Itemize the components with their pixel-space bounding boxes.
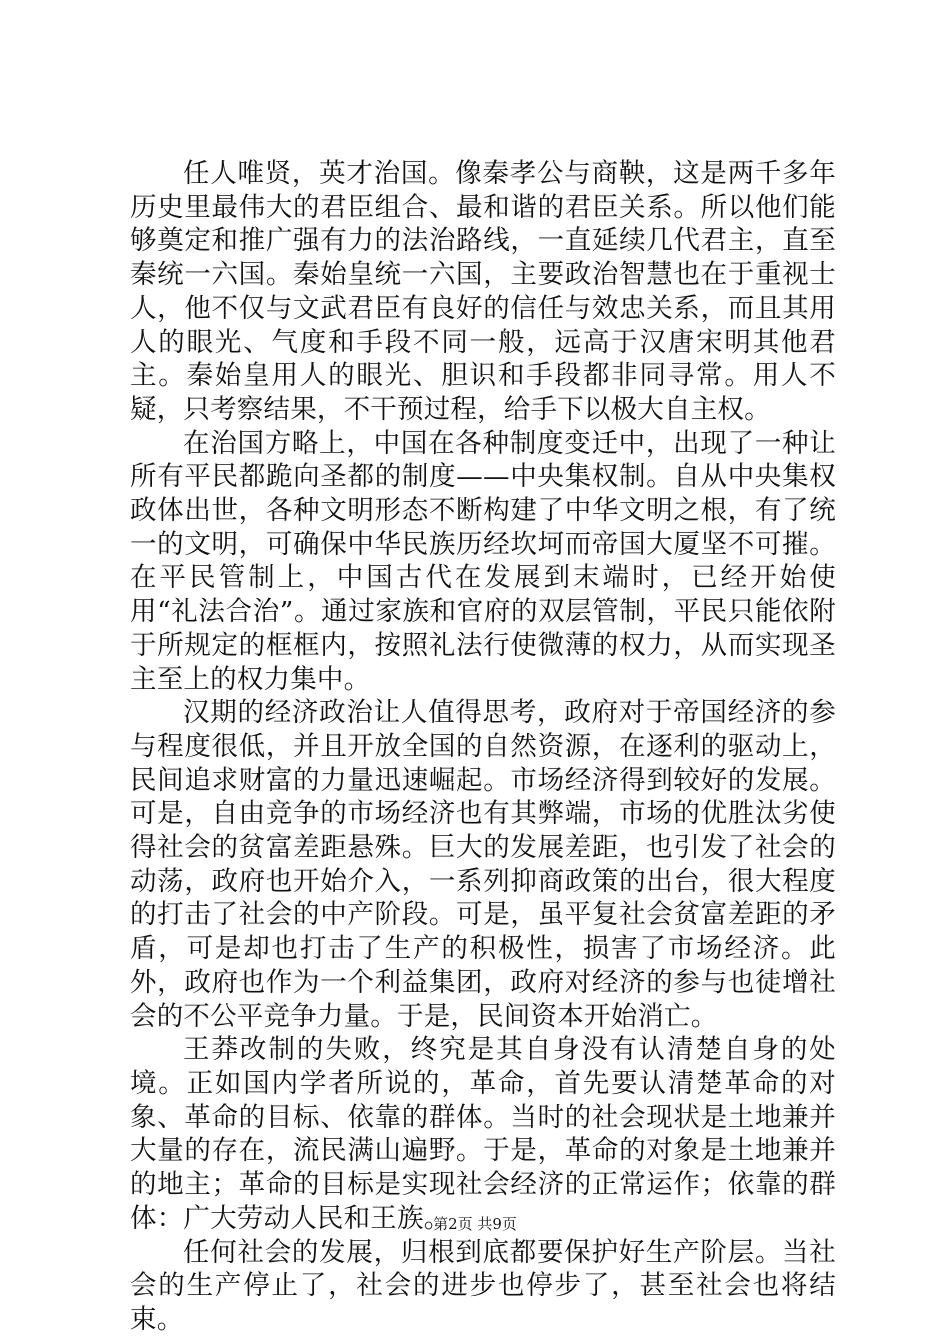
paragraph-1: 任人唯贤，英才治国。像秦孝公与商鞅，这是两千多年历史里最伟大的君臣组合、最和谐的君臣关系。所以他们能够奠定和推广强有力的法治路线，一直延续几代君主，直至秦统一六国。秦始皇统一六国，主要政治智慧也在于重视士人，他不仅与文武君臣有良好的信任与效忠关系，而且其用人的眼光、气度和手段不同一般，远高于汉唐宋明其他君主。秦始皇用人的眼光、胆识和手段都非同寻常。用人不疑，只考察结果，不干预过程，给手下以极大自主权。 <box>130 158 836 425</box>
document-body <box>130 157 836 1337</box>
paragraph-3: 汉期的经济政治让人值得思考，政府对于帝国经济的参与程度很低，并且开放全国的自然资源，在逐利的驱动上，民间追求财富的力量迅速崛起。市场经济得到较好的发展。可是，自由竞争的市场经济也有其弊端，市场的优胜汰劣使得社会的贫富差距悬殊。巨大的发展差距，也引发了社会的动荡，政府也开始介入，一系列抑商政策的出台，很大程度的打击了社会的中产阶段。可是，虽平复社会贫富差距的矛盾，可是却也打击了生产的积极性，损害了市场经济。此外，政府也作为一个利益集团，政府对经济的参与也徒增社会的不公平竞争力量。于是，民间资本开始消亡。 <box>130 697 836 1032</box>
paragraph-4: 王莽改制的失败，终究是其自身没有认清楚自身的处境。正如国内学者所说的，革命，首先要认清楚革命的对象、革命的目标、依靠的群体。当时的社会现状是土地兼并大量的存在，流民满山遍野。于是，革命的对象是土地兼并的地主；革命的目标是实现社会经济的正常运作；依靠的群体：广大劳动人民和王族。 <box>130 1034 836 1234</box>
page-number: 第2页 共9页 <box>433 1215 517 1233</box>
page-footer <box>0 1214 950 1234</box>
paragraph-2: 在治国方略上，中国在各种制度变迁中，出现了一种让所有平民都跪向圣都的制度——中央集权制。自从中央集权政体出世，各种文明形态不断构建了中华文明之根，有了统一的文明，可确保中华民族历经坎坷而帝国大厦坚不可摧。在平民管制上，中国古代在发展到末端时，已经开始使用“礼法合治”。通过家族和官府的双层管制，平民只能依附于所规定的框框内，按照礼法行使微薄的权力，从而实现圣主至上的权力集中。 <box>130 427 836 695</box>
paragraph-5: 任何社会的发展，归根到底都要保护好生产阶层。当社会的生产停止了，社会的进步也停步了，甚至社会也将结束。 <box>130 1236 836 1335</box>
